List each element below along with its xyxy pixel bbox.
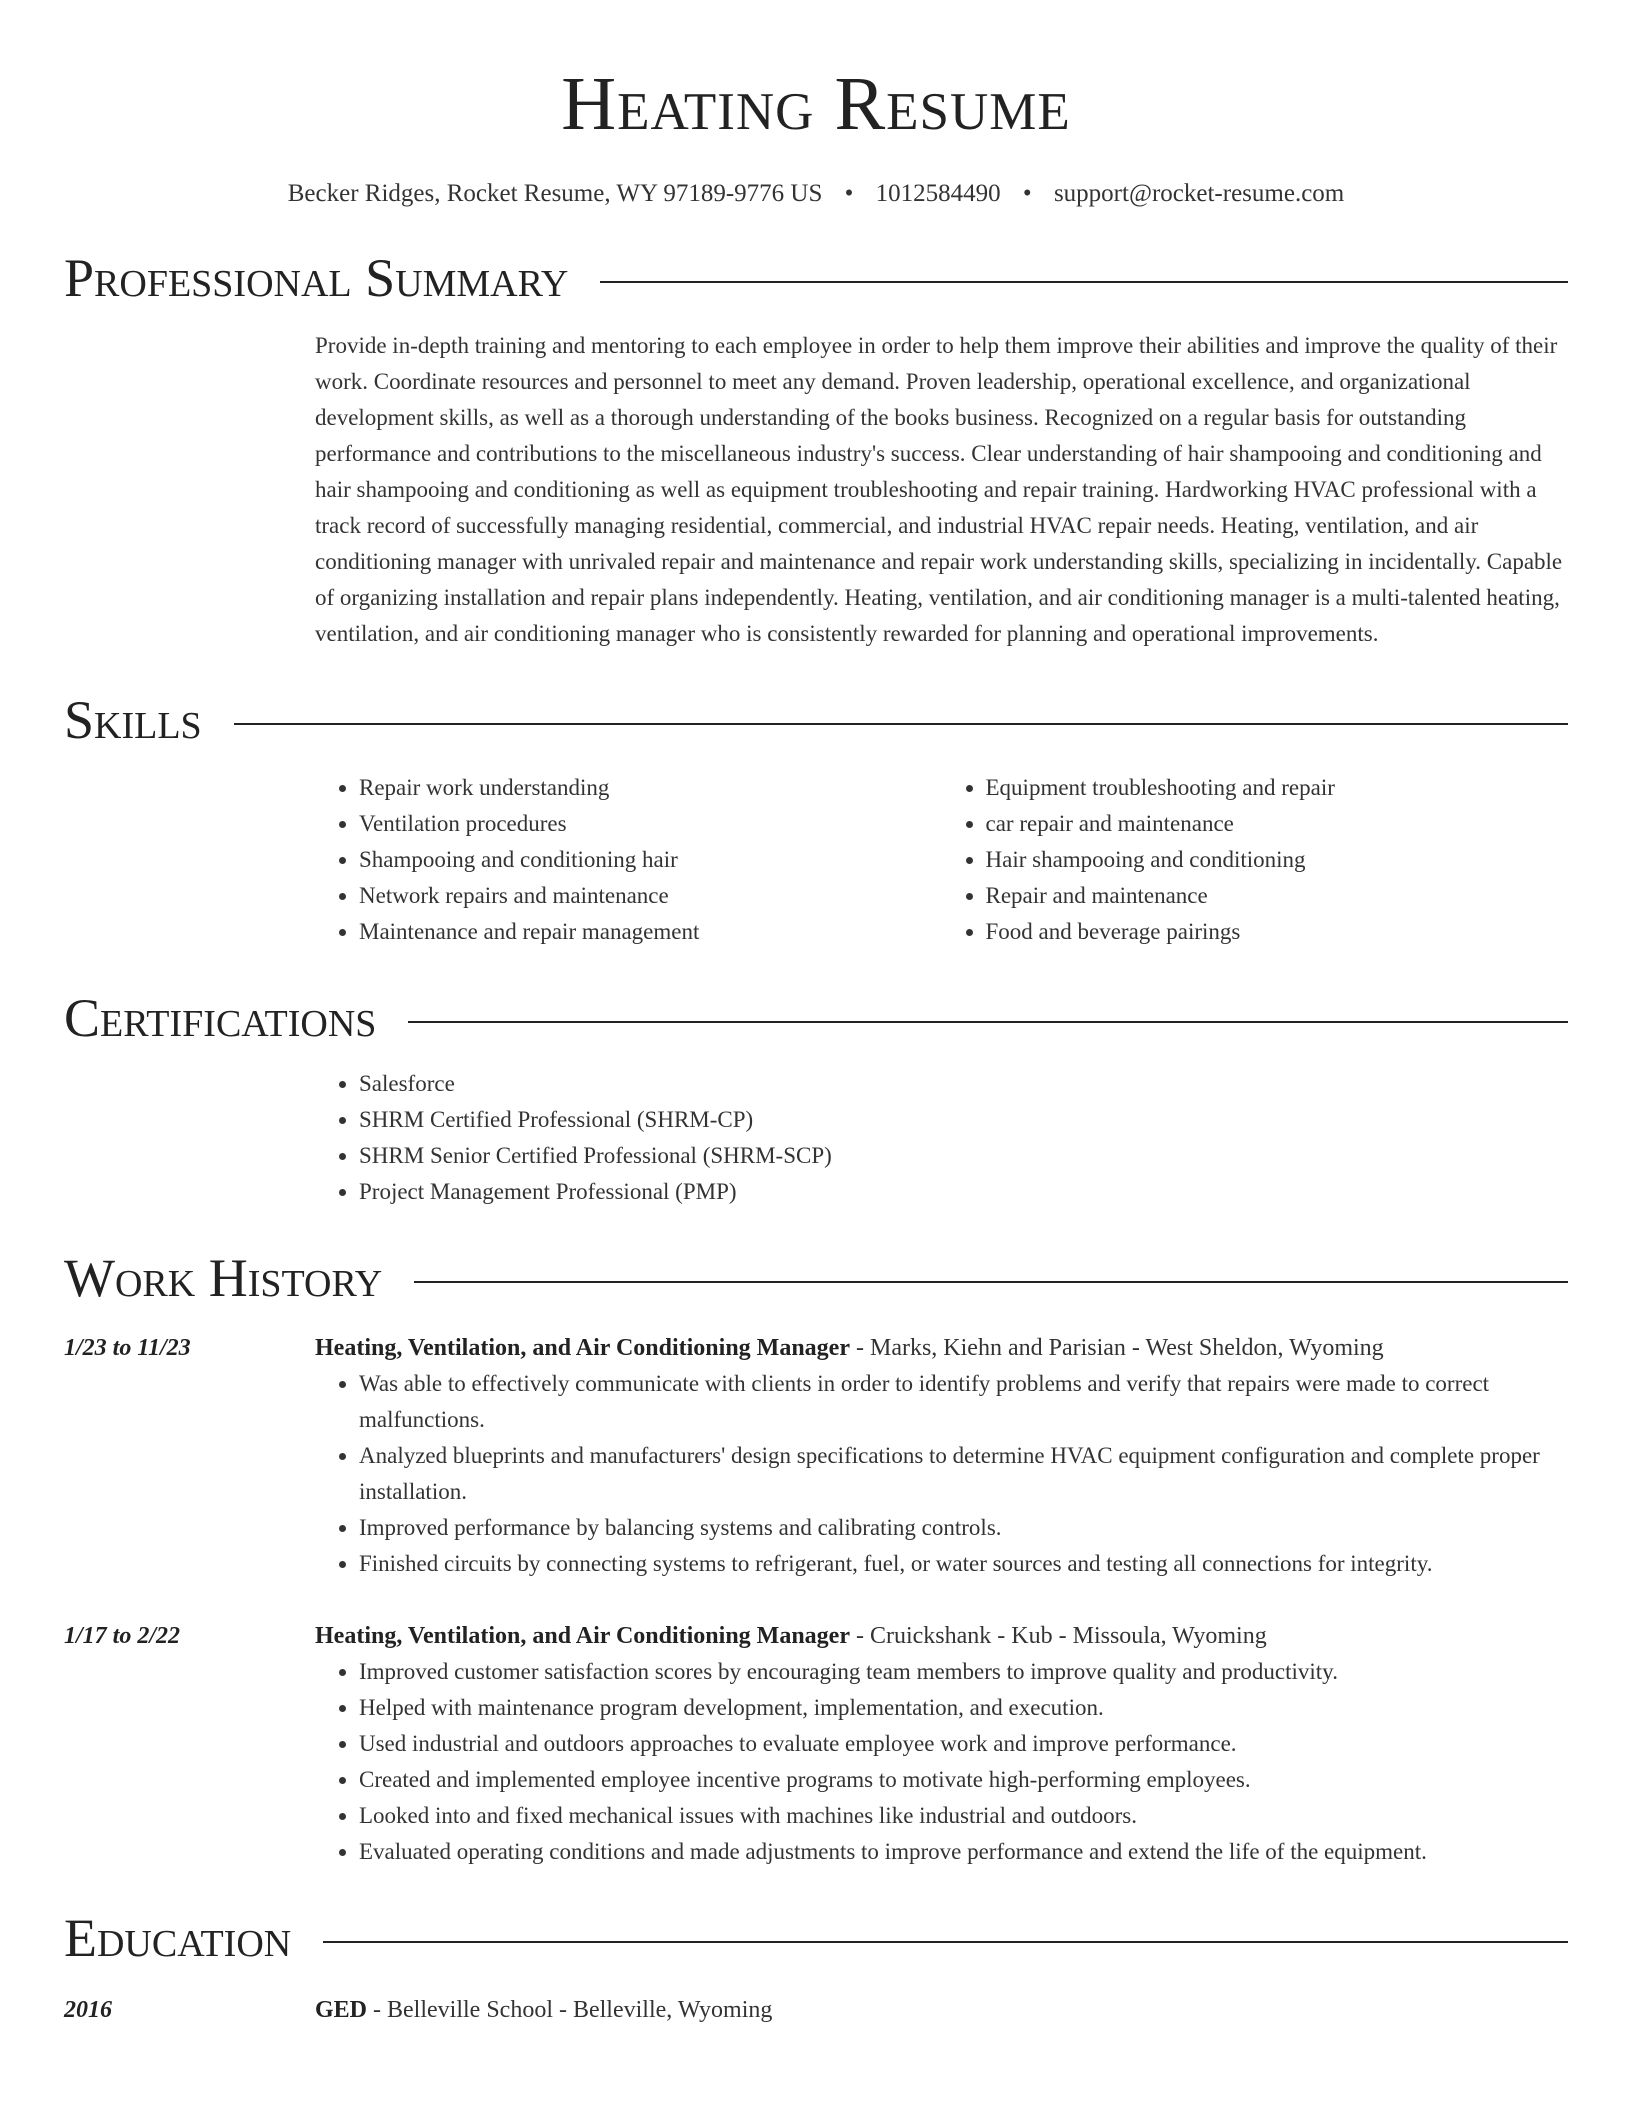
- certification-item: • Project Management Professional (PMP): [359, 1174, 1568, 1210]
- certifications-block: [315, 1066, 1568, 1210]
- skill-item: • Network repairs and maintenance: [359, 878, 942, 914]
- job-header: [315, 1330, 1568, 1366]
- section-divider: [234, 723, 1568, 725]
- job-entry: [64, 1330, 1568, 1582]
- education-school: - Belleville School - Belleville, Wyoming: [367, 1997, 773, 2023]
- work-history-list: [64, 1330, 1568, 1870]
- skill-item: • Equipment troubleshooting and repair: [986, 770, 1569, 806]
- contact-separator: •: [1022, 180, 1032, 207]
- skill-item: • Maintenance and repair management: [359, 914, 942, 950]
- job-title: Heating, Ventilation, and Air Conditioning Manager: [315, 1335, 850, 1361]
- skill-item: • Shampooing and conditioning hair: [359, 842, 942, 878]
- job-bullets: [315, 1654, 1568, 1870]
- summary-text: Provide in-depth training and mentoring to each employee in order to help them improve their abilities and improve the quality of their work. Coordinate resources and personnel to meet any demand. Proven leadership, operational excellence, and organizational development skills, as well as a thorough understanding of the books business. Recognized on a regular basis for outstanding performance and contributions to the miscellaneous industry's success. Clear understanding of hair shampooing and conditioning and hair shampooing and conditioning as well as equipment troubleshooting and repair training. Hardworking HVAC professional with a track record of successfully managing residential, commercial, and industrial HVAC repair needs. Heating, ventilation, and air conditioning manager with unrivaled repair and maintenance and repair work understanding skills, specializing in incidentally. Capable of organizing installation and repair plans independently. Heating, ventilation, and air conditioning manager is a multi-talented heating, ventilation, and air conditioning manager who is consistently rewarded for planning and operational improvements.: [315, 333, 1563, 646]
- contact-phone: 1012584490: [875, 180, 1001, 207]
- job-bullet: • Created and implemented employee incentive programs to motivate high-performing employees.: [359, 1762, 1568, 1798]
- contact-email: support@rocket-resume.com: [1053, 180, 1345, 207]
- education-section-header: [64, 1906, 1568, 1970]
- certifications-list: [315, 1066, 1568, 1210]
- work-section-header: [64, 1246, 1568, 1310]
- skill-item: • Ventilation procedures: [359, 806, 942, 842]
- skills-section-title: Skills: [64, 690, 202, 750]
- job-bullet: • Helped with maintenance program development, implementation, and execution.: [359, 1690, 1568, 1726]
- job-bullet: • Looked into and fixed mechanical issues with machines like industrial and outdoors.: [359, 1798, 1568, 1834]
- job-dates: 1/23 to 11/23: [64, 1335, 191, 1361]
- summary-section-header: [64, 246, 1568, 310]
- education-details: [315, 1992, 772, 2028]
- job-header: [315, 1618, 1568, 1654]
- job-bullets: [315, 1366, 1568, 1582]
- certification-item: • SHRM Certified Professional (SHRM-CP): [359, 1102, 1568, 1138]
- skills-list-left: [315, 770, 942, 950]
- job-entry: [64, 1618, 1568, 1870]
- job-bullet: • Analyzed blueprints and manufacturers' design specifications to determine HVAC equipment configuration and complete proper installation.: [359, 1438, 1568, 1510]
- skill-item: • car repair and maintenance: [986, 806, 1569, 842]
- skills-grid: [315, 770, 1568, 950]
- skill-item: • Food and beverage pairings: [986, 914, 1569, 950]
- certifications-section-title: Certifications: [64, 988, 377, 1048]
- job-bullet: • Evaluated operating conditions and made adjustments to improve performance and extend the life of the equipment.: [359, 1834, 1568, 1870]
- summary-section-title: Professional Summary: [64, 248, 569, 308]
- resume-title: Heating Resume: [561, 62, 1071, 146]
- contact-address: Becker Ridges, Rocket Resume, WY 97189-9776 US: [287, 180, 823, 207]
- work-section-title: Work History: [64, 1248, 383, 1308]
- job-bullet: • Was able to effectively communicate with clients in order to identify problems and verify that repairs were made to correct malfunctions.: [359, 1366, 1568, 1438]
- job-employer: - Cruickshank - Kub - Missoula, Wyoming: [849, 1623, 1267, 1649]
- skills-section-header: [64, 688, 1568, 752]
- certification-item: • Salesforce: [359, 1066, 1568, 1102]
- contact-line: [64, 178, 1568, 210]
- section-divider: [414, 1281, 1568, 1283]
- section-divider: [323, 1941, 1568, 1943]
- job-details: [315, 1618, 1568, 1870]
- job-bullet: • Improved performance by balancing systems and calibrating controls.: [359, 1510, 1568, 1546]
- skill-item: • Repair work understanding: [359, 770, 942, 806]
- education-entry: [64, 1992, 1568, 2028]
- education-year: 2016: [64, 1997, 112, 2023]
- contact-separator: •: [844, 180, 854, 207]
- skill-item: • Hair shampooing and conditioning: [986, 842, 1569, 878]
- education-degree: GED: [315, 1997, 368, 2023]
- job-title: Heating, Ventilation, and Air Conditioning Manager: [315, 1623, 850, 1649]
- section-divider: [600, 281, 1568, 283]
- job-bullet: • Finished circuits by connecting systems to refrigerant, fuel, or water sources and testing all connections for integrity.: [359, 1546, 1568, 1582]
- education-section-title: Education: [64, 1908, 292, 1968]
- job-dates: 1/17 to 2/22: [64, 1623, 181, 1649]
- job-bullet: • Improved customer satisfaction scores by encouraging team members to improve quality and productivity.: [359, 1654, 1568, 1690]
- section-divider: [408, 1021, 1568, 1023]
- certification-item: • SHRM Senior Certified Professional (SHRM-SCP): [359, 1138, 1568, 1174]
- skills-list-right: [942, 770, 1569, 950]
- job-bullet: • Used industrial and outdoors approaches to evaluate employee work and improve performance.: [359, 1726, 1568, 1762]
- certifications-section-header: [64, 986, 1568, 1050]
- skill-item: • Repair and maintenance: [986, 878, 1569, 914]
- job-details: [315, 1330, 1568, 1582]
- job-employer: - Marks, Kiehn and Parisian - West Sheldon, Wyoming: [849, 1335, 1384, 1361]
